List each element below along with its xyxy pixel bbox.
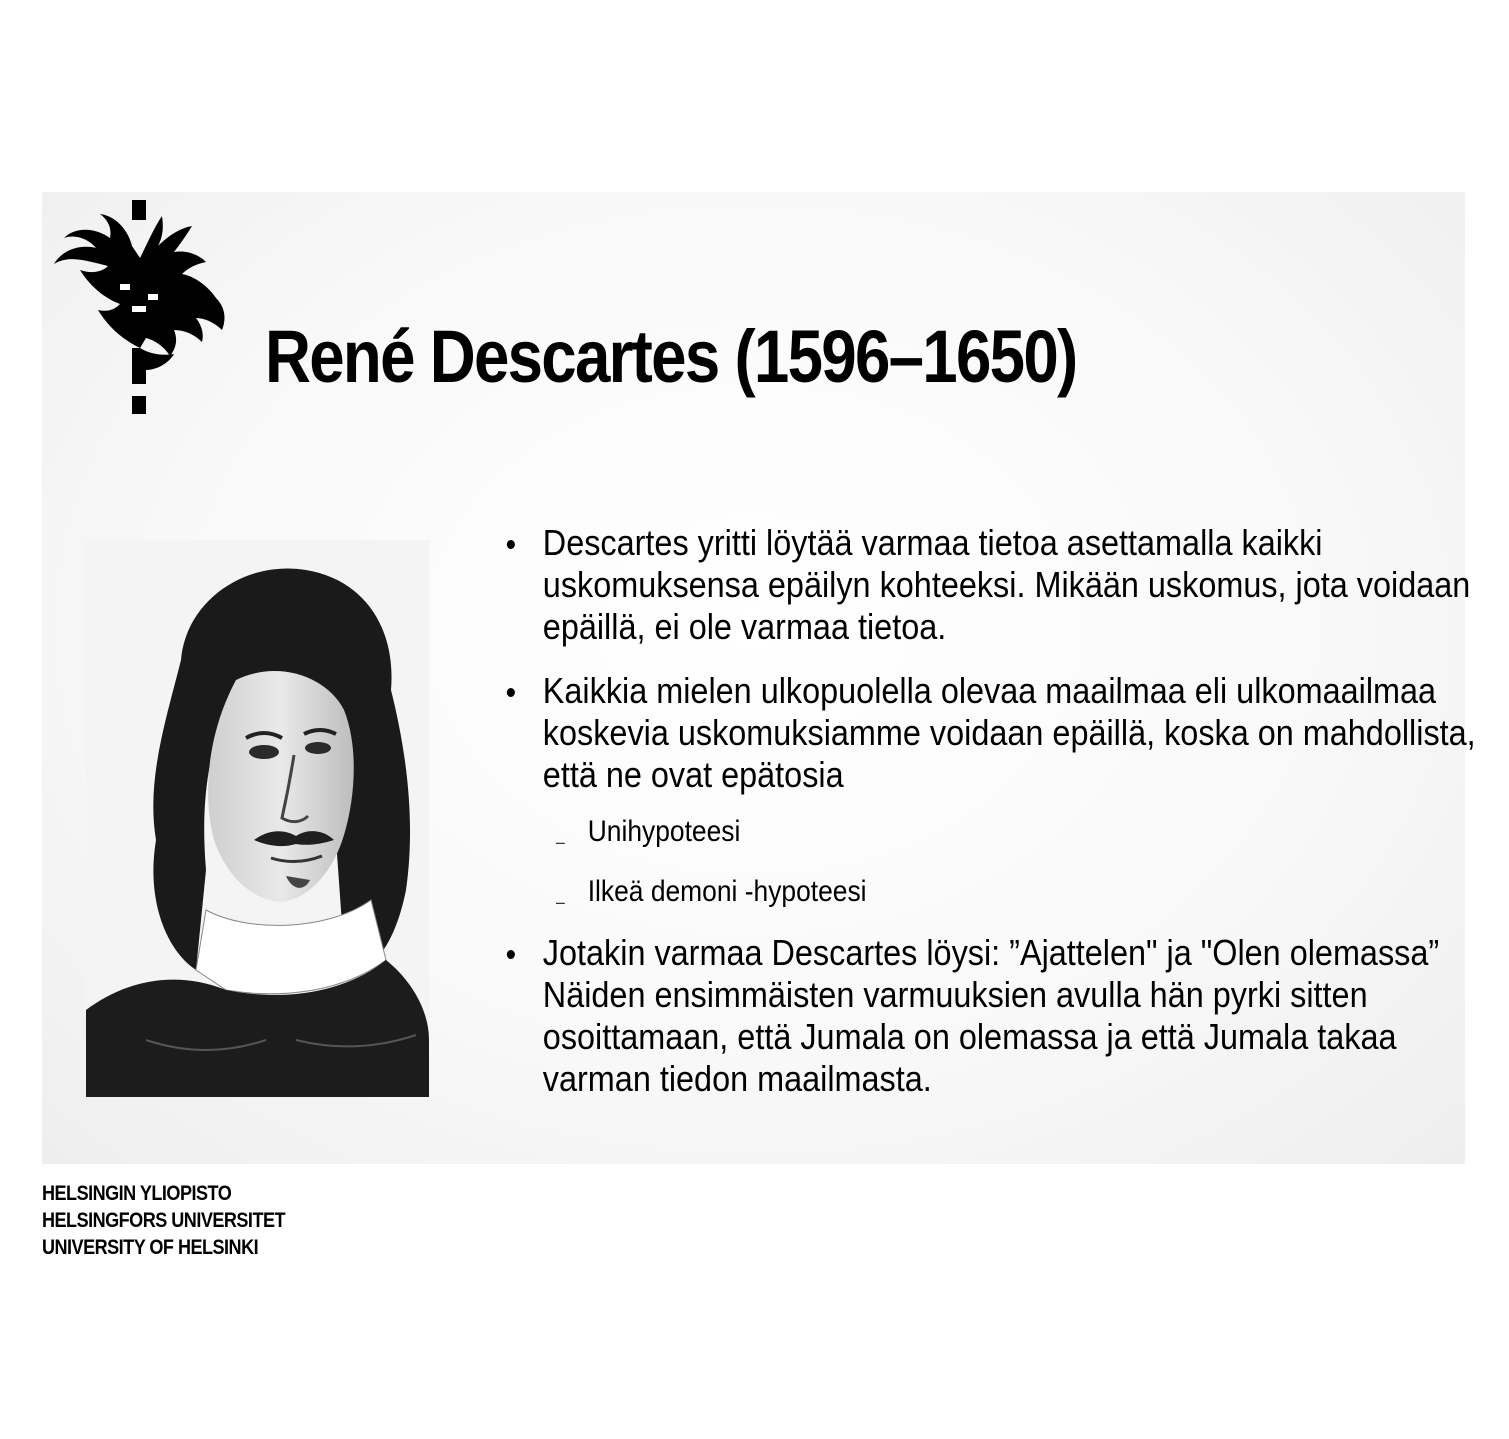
bullet-text: Kaikkia mielen ulkopuolella olevaa maailmaa eli ulkomaailmaa koskevia uskomuksiamme voidaan epäillä, koska on mahdollista, että ne ovat epätosia [542, 670, 1476, 795]
bullet-dot-icon [507, 540, 515, 549]
bullet-dot-icon [507, 688, 515, 697]
bullet-text: Descartes yritti löytää varmaa tietoa asettamalla kaikki uskomuksensa epäilyn kohteeksi. Mikään uskomus, jota voidaan epäillä, ei ole varmaa tietoa. [542, 522, 1471, 647]
footer-line-english: UNIVERSITY OF HELSINKI [42, 1236, 259, 1259]
bullet-item [505, 522, 1479, 648]
dash-icon: – [556, 892, 565, 912]
bullet-dot-icon [507, 950, 515, 959]
bullet-item [505, 670, 1479, 796]
sub-item-text: Unihypoteesi [587, 815, 741, 848]
sub-item [505, 814, 1503, 850]
bullet-text: Jotakin varmaa Descartes löysi: ”Ajattelen" ja "Olen olemassa” Näiden ensimmäisten varmuuksien avulla hän pyrki sitten osoittamaan, että Jumala on olemassa ja että Jumala takaa varman tiedon maailmasta. [542, 932, 1440, 1099]
slide-title: René Descartes (1596–1650) [265, 315, 1077, 398]
sub-item-text: Ilkeä demoni -hypoteesi [587, 875, 867, 908]
dash-icon: – [556, 832, 565, 852]
footer-line-finnish: HELSINGIN YLIOPISTO [42, 1182, 232, 1205]
bullet-item [505, 932, 1479, 1100]
university-name-footer [42, 1180, 285, 1261]
university-logo-icon [50, 198, 230, 416]
sub-item [505, 874, 1503, 910]
bullet-list [505, 522, 1476, 1100]
footer-line-swedish: HELSINGFORS UNIVERSITET [42, 1209, 286, 1232]
descartes-portrait [86, 540, 429, 1097]
portrait-illustration-icon [86, 540, 429, 1097]
